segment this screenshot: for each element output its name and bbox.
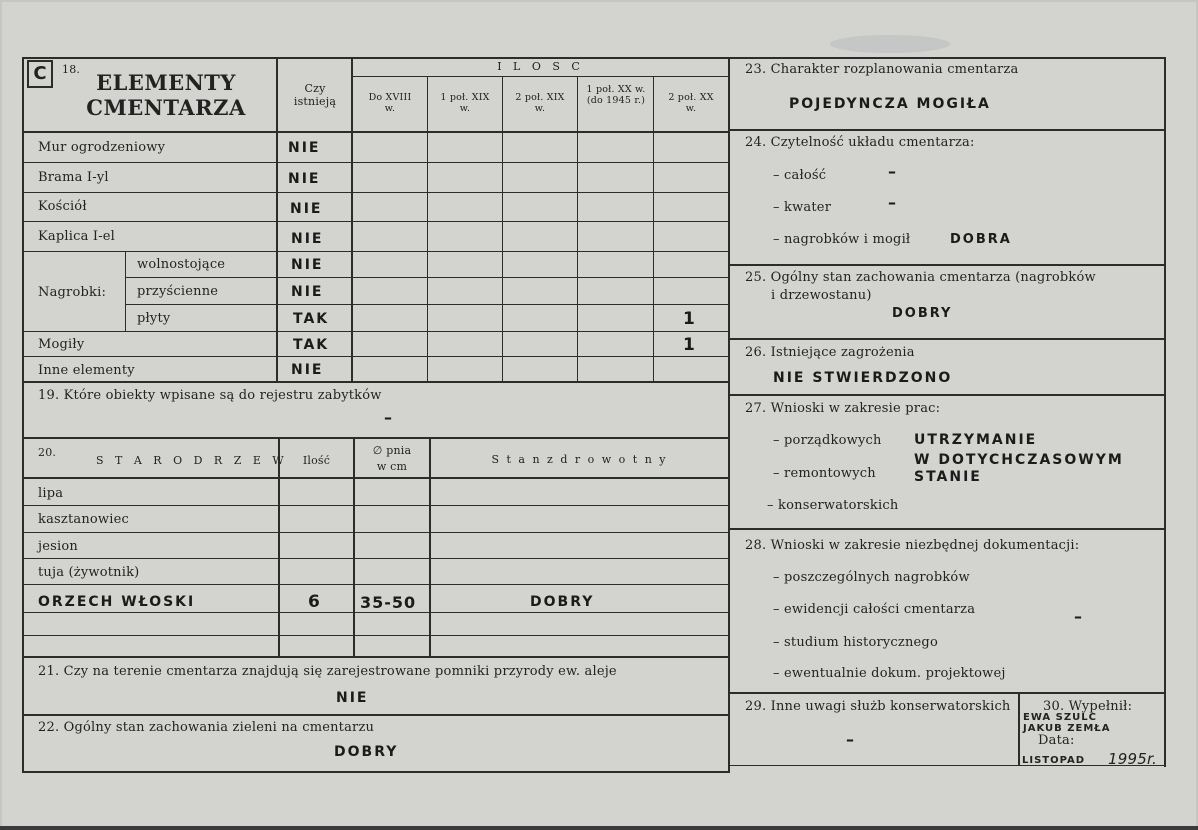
filled-by-name: EWA SZULC — [1023, 712, 1097, 723]
s27-item: – konserwatorskich — [767, 498, 899, 513]
s24-item-value: – — [888, 193, 898, 212]
tree-name: kasztanowiec — [38, 512, 129, 527]
s24-item-value: DOBRA — [950, 232, 1012, 247]
s29-value: – — [846, 730, 856, 749]
s24-label: 24. Czytelność układu cmentarza: — [745, 135, 975, 150]
count-value: 1 — [683, 335, 697, 355]
s23-label: 23. Charakter rozplanowania cmentarza — [745, 62, 1019, 77]
s22-value: DOBRY — [334, 744, 399, 760]
tree-count-header: Ilość — [302, 454, 331, 467]
exists-value: NIE — [291, 362, 324, 378]
exists-header: Czy istnieją — [293, 82, 337, 108]
s20-number: 20. — [38, 446, 57, 459]
exists-value: NIE — [291, 231, 324, 247]
tree-diameter-unit: w cm — [376, 460, 408, 473]
period-header: Do XVIII w. — [368, 92, 412, 114]
exists-value: TAK — [293, 311, 330, 327]
s25-label-2: i drzewostanu) — [771, 288, 872, 303]
s29-label: 29. Inne uwagi służb konserwatorskich — [745, 699, 1011, 714]
element-label: Brama I-yl — [38, 170, 109, 185]
exists-value: NIE — [288, 171, 321, 187]
s30-label: 30. Wypełnił: — [1043, 699, 1133, 714]
element-label: przyścienne — [137, 284, 219, 299]
exists-value: NIE — [290, 201, 323, 217]
s27-item: – remontowych — [773, 466, 876, 481]
date-label: Data: — [1038, 733, 1075, 748]
s28-item: – ewidencji całości cmentarza — [773, 602, 976, 617]
s22-label: 22. Ogólny stan zachowania zieleni na cmentarzu — [38, 720, 375, 735]
element-label: Mur ogrodzeniowy — [38, 140, 166, 155]
s28-item: – studium historycznego — [773, 635, 938, 650]
tree-name: jesion — [38, 539, 78, 554]
s24-item-label: – kwater — [773, 200, 832, 215]
s27-value-line: STANIE — [914, 469, 982, 485]
s18-number: 18. — [62, 63, 81, 76]
s19-label: 19. Które obiekty wpisane są do rejestru zabytków — [38, 388, 382, 403]
period-header: 2 poł. XX w. — [668, 92, 714, 114]
s28-label: 28. Wnioski w zakresie niezbędnej dokumentacji: — [745, 538, 1080, 553]
diameter-label: pnia — [386, 444, 412, 457]
s24-item-label: – nagrobków i mogił — [773, 232, 911, 247]
s27-label: 27. Wnioski w zakresie prac: — [745, 401, 941, 416]
tree-name: ORZECH WŁOSKI — [38, 594, 196, 610]
element-label: płyty — [137, 311, 171, 326]
period-header: 1 poł. XIX w. — [440, 92, 490, 114]
s24-item-label: – całość — [773, 168, 827, 183]
tree-name: tuja (żywotnik) — [38, 565, 140, 580]
s23-value: POJEDYNCZA MOGIŁA — [789, 96, 991, 112]
date-month: LISTOPAD — [1022, 755, 1086, 766]
s28-item: – poszczególnych nagrobków — [773, 570, 970, 585]
date-year: 1995r. — [1108, 750, 1157, 768]
exists-value: NIE — [291, 284, 324, 300]
element-label: Kaplica I-el — [38, 229, 116, 244]
s25-label-1: 25. Ogólny stan zachowania cmentarza (nagrobków — [745, 270, 1096, 285]
element-label: wolnostojące — [137, 257, 226, 272]
exists-value: NIE — [291, 257, 324, 273]
element-label: Kościół — [38, 199, 87, 214]
exists-value: NIE — [288, 140, 321, 156]
s27-value-line: W DOTYCHCZASOWYM — [914, 452, 1124, 468]
s26-label: 26. Istniejące zagrożenia — [745, 345, 915, 360]
tree-count: 6 — [308, 592, 322, 612]
s27-value-line: UTRZYMANIE — [914, 432, 1038, 448]
tree-diameter-header — [355, 444, 429, 457]
s27-item: – porządkowych — [773, 433, 882, 448]
tree-name: lipa — [38, 486, 64, 501]
s20-title: S T A R O D R Z E W — [96, 454, 288, 467]
record-card — [2, 2, 1196, 826]
nagrobki-label: Nagrobki: — [38, 285, 107, 300]
tree-diameter: 35-50 — [360, 593, 417, 612]
element-label: Mogiły — [38, 337, 85, 352]
element-label: Inne elementy — [38, 363, 135, 378]
tree-health-header: S t a n z d r o w o t n y — [491, 453, 668, 466]
s28-item: – ewentualnie dokum. projektowej — [773, 666, 1006, 681]
s21-value: NIE — [336, 690, 369, 706]
tree-health: DOBRY — [530, 594, 595, 610]
scan-edge — [0, 826, 1198, 830]
s26-value: NIE STWIERDZONO — [773, 370, 953, 386]
count-value: 1 — [683, 309, 697, 329]
filled-by-name: JAKUB ZEMŁA — [1023, 723, 1111, 734]
s19-value: – — [384, 408, 394, 427]
s28-value: – — [1074, 607, 1084, 626]
section-letter-box: C — [27, 60, 53, 88]
s18-title-line2: CMENTARZA — [86, 95, 246, 120]
s18-title-line1: ELEMENTY — [96, 70, 236, 95]
diameter-icon: ∅ — [372, 444, 383, 457]
ilosc-header: I L O S C — [497, 60, 584, 73]
s25-value: DOBRY — [892, 306, 953, 321]
s24-item-value: – — [888, 162, 898, 181]
s21-label: 21. Czy na terenie cmentarza znajdują się zarejestrowane pomniki przyrody ew. aleje — [38, 664, 617, 679]
ink-smudge — [830, 35, 950, 53]
period-header: 1 poł. XX w. (do 1945 r.) — [586, 84, 646, 106]
exists-value: TAK — [293, 337, 330, 353]
period-header: 2 poł. XIX w. — [515, 92, 565, 114]
